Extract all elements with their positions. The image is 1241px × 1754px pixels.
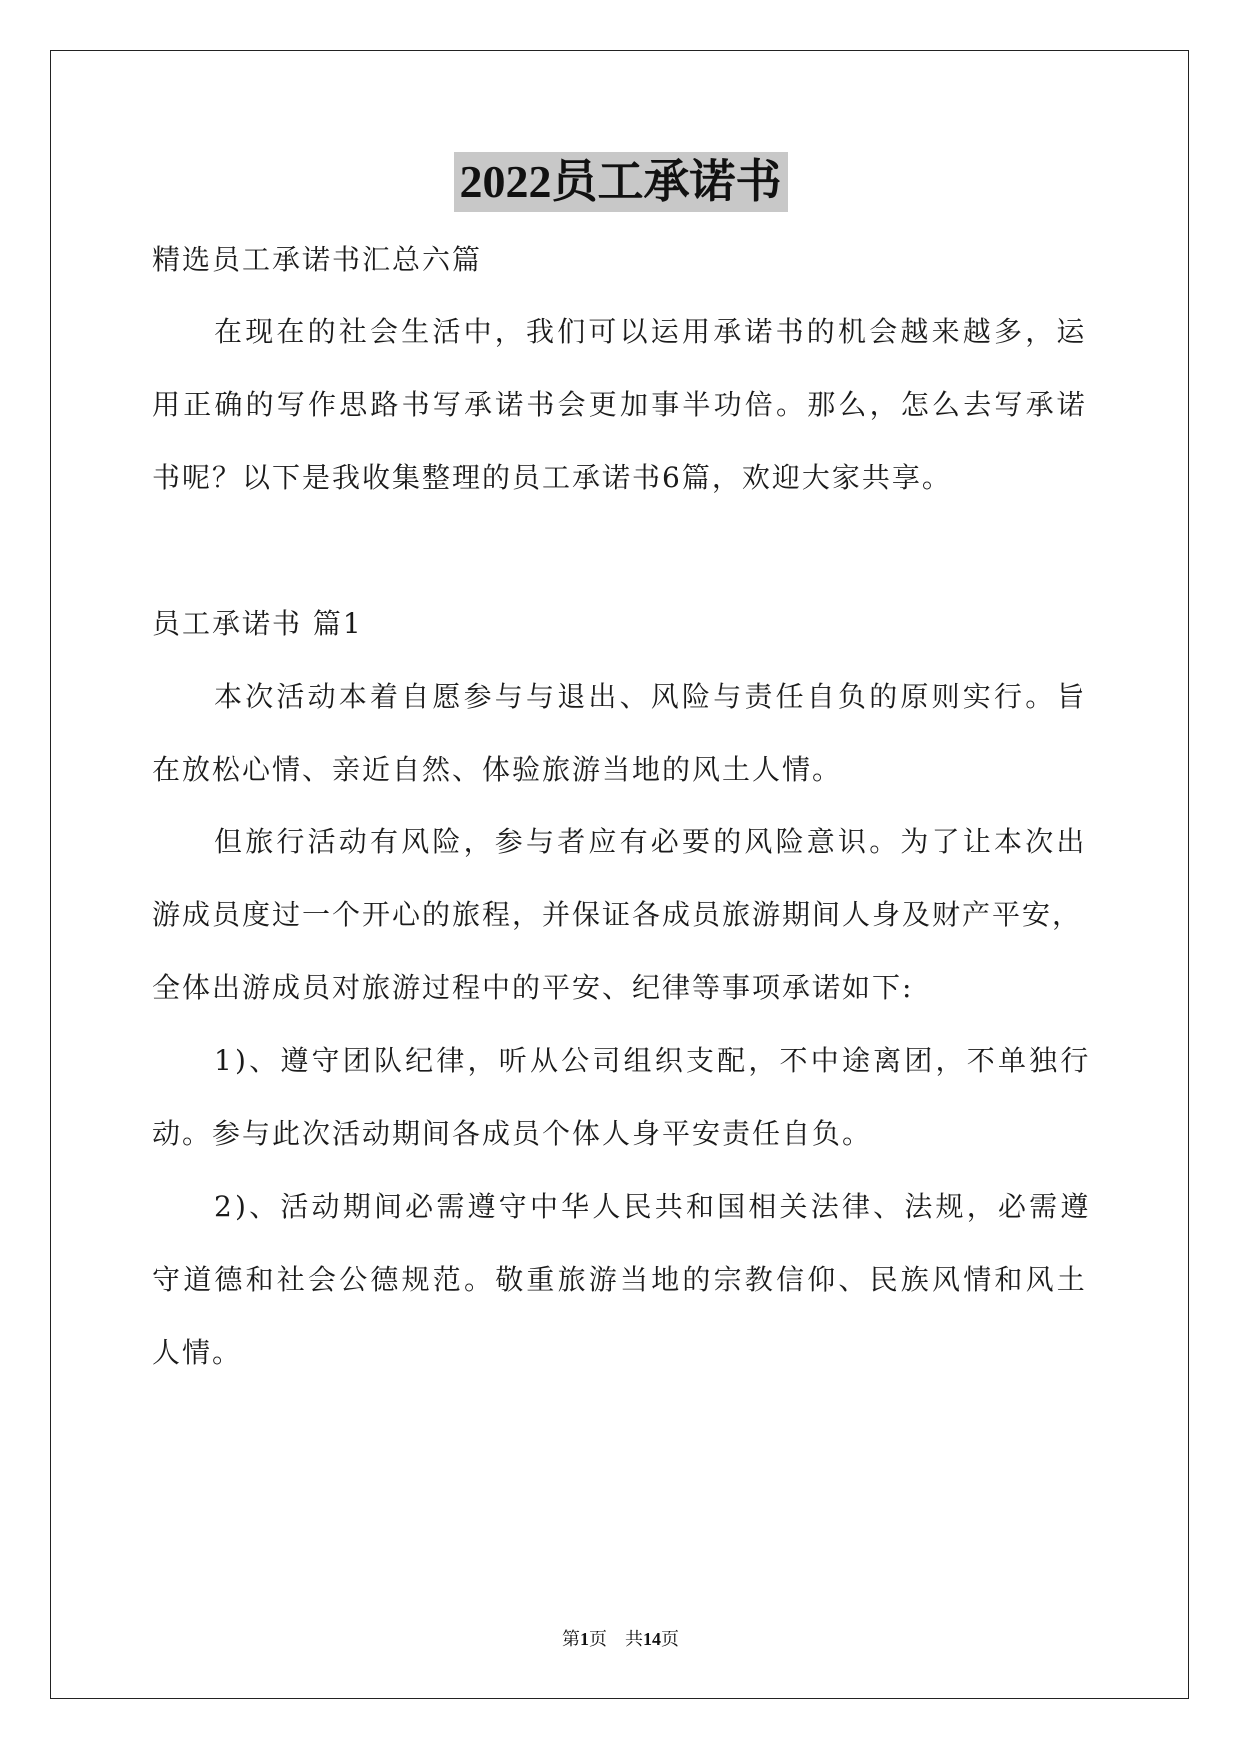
title-container: [0, 152, 1241, 212]
footer-prefix: 第: [562, 1629, 580, 1650]
paragraph-line: 游成员度过一个开心的旅程，并保证各成员旅游期间人身及财产平安，: [152, 898, 1083, 931]
paragraph-line: 在放松心情、亲近自然、体验旅游当地的风土人情。: [152, 753, 843, 786]
page-footer: [0, 1625, 1241, 1651]
paragraph-line: 2)、活动期间必需遵守中华人民共和国相关法律、法规，必需遵: [214, 1190, 1092, 1223]
footer-suffix: 页: [661, 1629, 679, 1650]
section-heading: 员工承诺书 篇1: [152, 607, 363, 640]
paragraph-line: 1)、遵守团队纪律，听从公司组织支配，不中途离团，不单独行: [214, 1044, 1092, 1077]
intro-heading: 精选员工承诺书汇总六篇: [152, 243, 483, 276]
footer-mid: 页 共: [589, 1629, 643, 1650]
page-border: [50, 50, 1189, 1699]
paragraph-line: 书呢？以下是我收集整理的员工承诺书6篇，欢迎大家共享。: [152, 461, 952, 494]
page-number: 1: [580, 1629, 589, 1649]
paragraph-line: 但旅行活动有风险，参与者应有必要的风险意识。为了让本次出: [214, 825, 1088, 858]
document-title: 2022员工承诺书: [454, 152, 788, 212]
paragraph-line: 本次活动本着自愿参与与退出、风险与责任自负的原则实行。旨: [214, 680, 1088, 713]
page-total: 14: [643, 1629, 661, 1649]
paragraph-line: 守道德和社会公德规范。敬重旅游当地的宗教信仰、民族风情和风土: [152, 1263, 1089, 1296]
paragraph-line: 人情。: [152, 1336, 243, 1369]
paragraph-line: 用正确的写作思路书写承诺书会更加事半功倍。那么，怎么去写承诺: [152, 388, 1089, 421]
paragraph-line: 在现在的社会生活中，我们可以运用承诺书的机会越来越多，运: [214, 315, 1088, 348]
paragraph-line: 全体出游成员对旅游过程中的平安、纪律等事项承诺如下:: [152, 971, 914, 1004]
paragraph-line: 动。参与此次活动期间各成员个体人身平安责任自负。: [152, 1117, 873, 1150]
